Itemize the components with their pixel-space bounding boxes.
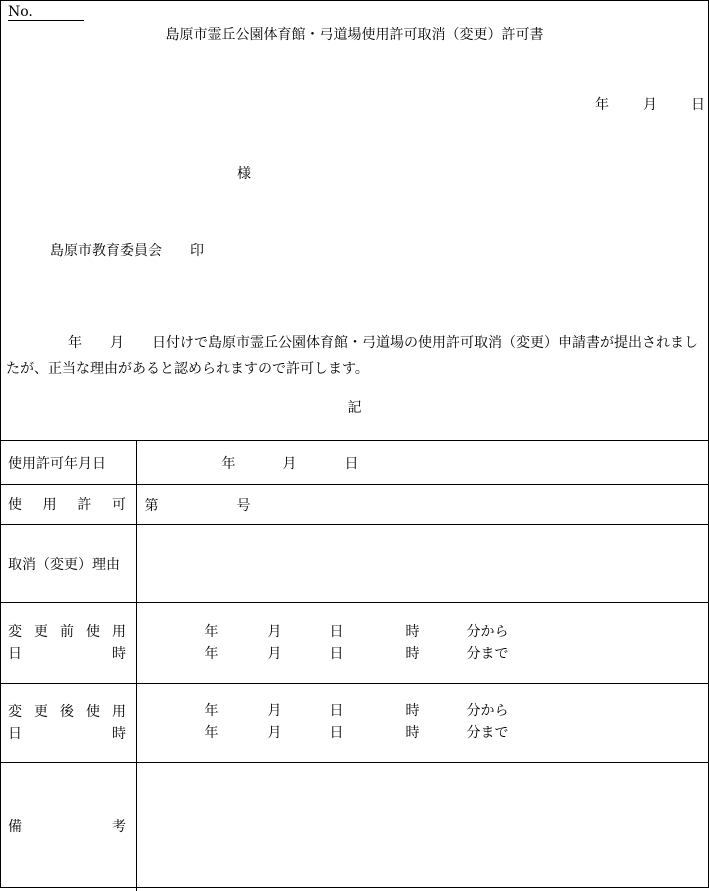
- after-from-hour: 時: [405, 703, 420, 719]
- before-from-minute: 分から: [466, 624, 509, 640]
- issue-date-year: 年: [595, 97, 609, 113]
- before-label-char: 日: [8, 646, 22, 662]
- after-from-day: 日: [329, 703, 344, 719]
- after-to-hour: 時: [405, 725, 420, 741]
- after-label-char: 時: [112, 726, 126, 742]
- before-label-char: 変: [8, 624, 22, 640]
- permit-no-suffix: 号: [236, 498, 251, 514]
- after-label-char: 変: [8, 704, 22, 720]
- remarks-label: [0, 763, 136, 891]
- remarks-label-char: 考: [112, 818, 126, 835]
- before-label: [0, 603, 136, 684]
- after-to-minute: 分まで: [466, 725, 509, 741]
- after-label-char: 使: [86, 704, 100, 720]
- document-number: No.: [8, 4, 84, 21]
- permit-no-label-char: 使: [8, 496, 22, 513]
- permit-date-value[interactable]: [136, 441, 709, 485]
- permit-no-label-char: 可: [111, 496, 126, 513]
- permit-no-label-char: 用: [42, 496, 57, 513]
- before-label-char: 更: [34, 624, 48, 640]
- before-label-char: 用: [112, 624, 126, 640]
- permit-date-year: 年: [221, 456, 236, 472]
- after-to-day: 日: [329, 725, 344, 741]
- before-from-month: 月: [267, 624, 282, 640]
- after-to-month: 月: [267, 725, 282, 741]
- permit-date-day: 日: [344, 456, 359, 472]
- before-label-char: 使: [86, 624, 100, 640]
- issuer-name: 島原市教育委員会: [50, 243, 162, 259]
- before-to-hour: 時: [405, 646, 420, 662]
- addressee: 様: [237, 166, 251, 182]
- document-title: 島原市霊丘公園体育館・弓道場使用許可取消（変更）許可書: [165, 27, 544, 43]
- after-from-year: 年: [204, 703, 219, 719]
- after-label-char: 更: [34, 704, 48, 720]
- body-text: 年 月 日付けで島原市霊丘公園体育館・弓道場の使用許可取消（変更）申請書が提出されましたが、正当な理由があると認められますので許可します。: [6, 335, 698, 377]
- table-row-reason: [0, 525, 709, 603]
- after-label-char: 日: [8, 726, 22, 742]
- permit-no-value[interactable]: [136, 485, 709, 525]
- permit-no-prefix: 第: [144, 498, 159, 514]
- permit-no-label-char: 許: [77, 496, 92, 513]
- after-datetime[interactable]: [136, 684, 709, 763]
- table-row-after: [0, 684, 709, 763]
- issuer: [50, 240, 204, 260]
- before-from-day: 日: [329, 624, 344, 640]
- remarks-value[interactable]: [136, 763, 709, 891]
- before-to-day: 日: [329, 646, 344, 662]
- after-label-char: 後: [60, 704, 74, 720]
- permit-no-label: [0, 485, 136, 525]
- table-row-before: [0, 603, 709, 684]
- before-to-year: 年: [204, 646, 219, 662]
- before-to-month: 月: [267, 646, 282, 662]
- issue-date: [595, 94, 705, 114]
- before-label-char: 前: [60, 624, 74, 640]
- after-from-minute: 分から: [466, 703, 509, 719]
- before-label-char: 時: [112, 646, 126, 662]
- table-row-permit-date: [0, 441, 709, 485]
- permit-date-month: 月: [282, 456, 297, 472]
- issuer-seal: 印: [190, 243, 204, 259]
- reason-value[interactable]: [136, 525, 709, 603]
- reason-label: 取消（変更）理由: [0, 525, 136, 603]
- issue-date-month: 月: [643, 97, 657, 113]
- before-datetime[interactable]: [136, 603, 709, 684]
- after-label-char: 用: [112, 704, 126, 720]
- before-from-year: 年: [204, 624, 219, 640]
- permit-date-label: 使用許可年月日: [0, 441, 136, 485]
- after-from-month: 月: [267, 703, 282, 719]
- before-from-hour: 時: [405, 624, 420, 640]
- remarks-label-char: 備: [8, 818, 22, 835]
- ki-heading: 記: [347, 400, 362, 416]
- table-row-permit-no: [0, 485, 709, 525]
- after-label: [0, 684, 136, 763]
- after-to-year: 年: [204, 725, 219, 741]
- issue-date-day: 日: [691, 97, 705, 113]
- table-row-remarks: [0, 763, 709, 891]
- details-table: [0, 440, 709, 891]
- before-to-minute: 分まで: [466, 646, 509, 662]
